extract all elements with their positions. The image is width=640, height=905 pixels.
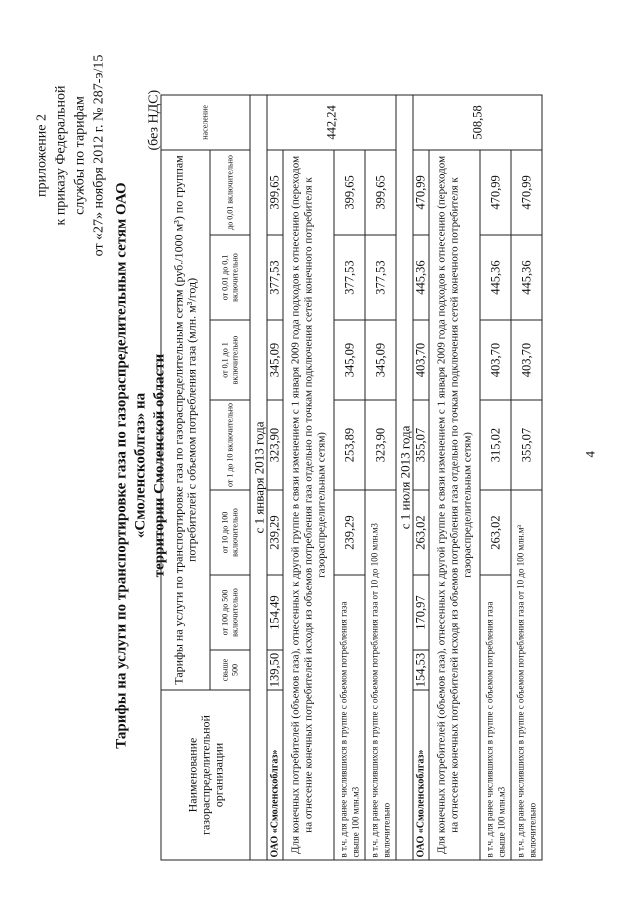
tariff-value: 345,09 [365, 320, 396, 400]
reclassified-note: Для конечных потребителей (объемов газа), отнесенных к другой группе в связи изменением с 1 января 2009 года подходов к отнесению (переходом на отнесение конечных потребителей исходя из объемов потребления газа отдельно по точкам подключения сетей конечного потребителя к газораспределительным сетям) [283, 149, 334, 859]
col-header: от 100 до 500 включительно [210, 575, 250, 650]
col-header-group: Тарифы на услуги по транспортировке газа по газораспределительным сетям (руб./1000 м³) по группам потребителей с объемом потребления газа (млн. м³/год) [161, 149, 210, 689]
vat-note: (без НДС) [146, 89, 161, 150]
sub-row-label: в т.ч. для ранее числившихся в группе с объемом потребления газа свыше 100 млн.м3 [334, 575, 365, 860]
tariff-value: 239,29 [334, 490, 365, 575]
tariff-value: 263,02 [413, 490, 429, 575]
tariff-value: 399,65 [267, 149, 283, 234]
tariff-value: 263,02 [480, 490, 511, 575]
tariff-value: 399,65 [334, 149, 365, 234]
tariff-value: 345,09 [267, 320, 283, 400]
title-line: Тарифы на услуги по транспортировке газа по газораспределительным сетям ОАО «Смоленскоблгаз» на [113, 181, 148, 749]
appendix-line: от «27» ноября 2012 г. № 287-э/15 [91, 54, 106, 256]
tariff-value: 403,70 [511, 320, 542, 400]
table-row [413, 94, 429, 859]
tariff-value: 377,53 [365, 235, 396, 320]
org-name: ОАО «Смоленскоблгаз» [413, 690, 429, 860]
tariff-value: 377,53 [334, 235, 365, 320]
table-row [511, 94, 542, 859]
sub-row-label: в т.ч. для ранее числившихся в группе с объемом потребления газа от 10 до 100 млн.м³ включительно [511, 490, 542, 860]
tariff-value: 315,02 [480, 400, 511, 490]
table-row [365, 94, 396, 859]
appendix-line: к приказу Федеральной [53, 85, 68, 225]
col-header: от 0,01 до 0,1 включительно [210, 235, 250, 320]
tariff-value: 377,53 [267, 235, 283, 320]
tariff-value: 470,99 [413, 149, 429, 234]
table-row [429, 94, 480, 859]
tariff-value: 139,50 [267, 650, 283, 690]
tariff-value: 470,99 [480, 149, 511, 234]
tariff-value: 345,09 [334, 320, 365, 400]
table-row [334, 94, 365, 859]
table-row [480, 94, 511, 859]
tariff-value: 323,90 [267, 400, 283, 490]
header-row [161, 94, 210, 859]
table-row [267, 94, 283, 859]
appendix-header [32, 45, 108, 265]
tariff-value: 445,36 [511, 235, 542, 320]
col-header-org: Наименование газораспределительной организации [161, 690, 250, 860]
sub-row-label: в т.ч. для ранее числившихся в группе с объемом потребления газа свыше 100 млн.м3 [480, 575, 511, 860]
table-row [283, 94, 334, 859]
org-name: ОАО «Смоленскоблгаз» [267, 690, 283, 860]
title-line: территории Смоленской области [151, 353, 167, 577]
col-header: от 0,1 до 1 включительно [210, 320, 250, 400]
tariff-value: 403,70 [413, 320, 429, 400]
table-row [250, 94, 267, 859]
tariff-value: 403,70 [480, 320, 511, 400]
tariff-value: 253,89 [334, 400, 365, 490]
tariff-value: 355,07 [511, 400, 542, 490]
appendix-line: службы по тарифам [72, 95, 87, 215]
col-header: до 0,01 включительно [210, 149, 250, 234]
page-number: 4 [582, 450, 597, 457]
sub-row-label: в т.ч. для ранее числившихся в группе с объемом потребления газа от 10 до 100 млн.м3 включительно [365, 490, 396, 860]
col-header-population: население [161, 94, 250, 149]
col-header: от 10 до 100 включительно [210, 490, 250, 575]
period-header: с 1 июля 2013 года [396, 94, 413, 859]
tariff-value: 355,07 [413, 400, 429, 490]
tariff-value: 470,99 [511, 149, 542, 234]
col-header: от 1 до 10 включительно [210, 400, 250, 490]
tariff-value: 445,36 [480, 235, 511, 320]
tariff-value: 239,29 [267, 490, 283, 575]
tariff-value: 399,65 [365, 149, 396, 234]
col-header: свыше 500 [210, 650, 250, 690]
population-tariff: 442,24 [267, 94, 396, 149]
tariff-table [160, 94, 542, 860]
population-tariff: 508,58 [413, 94, 542, 149]
tariff-value: 154,53 [413, 650, 429, 690]
tariff-value: 170,97 [413, 575, 429, 650]
table-row [396, 94, 413, 859]
tariff-value: 154,49 [267, 575, 283, 650]
appendix-line: приложение 2 [34, 113, 49, 197]
period-header: с 1 января 2013 года [250, 94, 267, 859]
tariff-value: 445,36 [413, 235, 429, 320]
reclassified-note: Для конечных потребителей (объемов газа), отнесенных к другой группе в связи изменением с 1 января 2009 года подходов к отнесению (переходом на отнесение конечных потребителей исходя из объемов потребления газа отдельно по точкам подключения сетей конечного потребителя к газораспределительным сетям) [429, 149, 480, 859]
tariff-value: 323,90 [365, 400, 396, 490]
